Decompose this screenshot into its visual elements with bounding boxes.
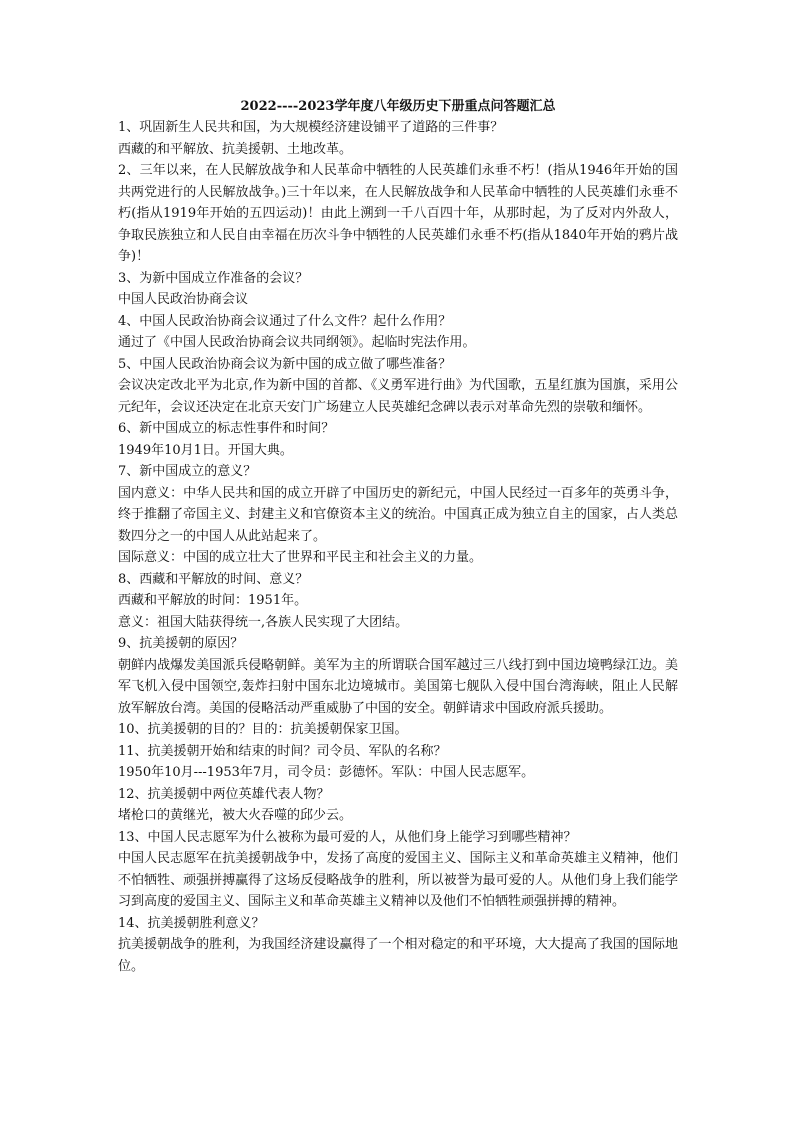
answer-8-significance: 意义：祖国大陆获得统一,各族人民实现了大团结。: [118, 614, 409, 630]
question-11: 11、抗美援朝开始和结束的时间？司令员、军队的名称？: [118, 743, 447, 759]
answer-9: 朝鲜内战爆发美国派兵侵略朝鲜。美军为主的所谓联合国军越过三八线打到中国边境鸭绿江边。美军飞机入侵中国领空,轰炸扫射中国东北边境城市。美国第七舰队入侵中国台湾海峡，阻止人民解放军解放台湾。美国的侵略活动严重威胁了中国的安全。朝鲜请求中国政府派兵援助。: [118, 657, 678, 716]
question-2: 2、三年以来，在人民解放战争和人民革命中牺牲的人民英雄们永垂不朽！(指从1946年开始的国共两党进行的人民解放战争。)三十年以来，在人民解放战争和人民革命中牺牲的人民英雄们永垂不朽(指从1919年开始的五四运动)！由此上溯到一千八百四十年，从那时起，为了反对内外敌人，争取民族独立和人民自由幸福在历次斗争中牺牲的人民英雄们永垂不朽(指从1840年开始的鸦片战争)！: [118, 163, 678, 264]
document-page: [118, 97, 678, 977]
question-14: 14、抗美援朝胜利意义？: [118, 915, 265, 931]
answer-5: 会议决定改北平为北京,作为新中国的首都、《义勇军进行曲》为代国歌，五星红旗为国旗，采用公元纪年，会议还决定在北京天安门广场建立人民英雄纪念碑以表示对革命先烈的崇敬和缅怀。: [118, 378, 678, 415]
question-6: 6、新中国成立的标志性事件和时间？: [118, 421, 335, 436]
answer-8-time: 西藏和平解放的时间：1951年。: [118, 593, 308, 608]
answer-3: 中国人民政治协商会议: [118, 292, 249, 307]
answer-1: 西藏的和平解放、抗美援朝、土地改革。: [118, 141, 353, 157]
answer-4: 通过了《中国人民政治协商会议共同纲领》。起临时宪法作用。: [118, 335, 476, 350]
answer-6: 1949年10月1日。开国大典。: [118, 442, 293, 458]
question-7: 7、新中国成立的意义？: [118, 464, 257, 479]
answer-11: 1950年10月---1953年7月，司令员：彭德怀。军队：中国人民志愿军。: [118, 765, 535, 780]
question-10: 10、抗美援朝的目的？目的：抗美援朝保家卫国。: [118, 722, 408, 737]
question-4: 4、中国人民政治协商会议通过了什么文件？起什么作用？: [118, 313, 452, 329]
answer-7-international: 国际意义：中国的成立壮大了世界和平民主和社会主义的力量。: [118, 550, 483, 565]
question-1: 1、巩固新生人民共和国，为大规模经济建设铺平了道路的三件事？: [118, 120, 504, 135]
question-13: 13、中国人民志愿军为什么被称为最可爱的人，从他们身上能学习到哪些精神？: [118, 829, 577, 845]
question-12: 12、抗美援朝中两位英雄代表人物？: [118, 786, 330, 802]
question-3: 3、为新中国成立作准备的会议？: [118, 270, 309, 286]
answer-13: 中国人民志愿军在抗美援朝战争中，发扬了高度的爱国主义、国际主义和革命英雄主义精神，他们不怕牺牲、顽强拼搏赢得了这场反侵略战争的胜利，所以被誉为最可爱的人。从他们身上我们能学习到高度的爱国主义、国际主义和革命英雄主义精神以及他们不怕牺牲顽强拼搏的精神。: [118, 851, 678, 909]
question-8: 8、西藏和平解放的时间、意义？: [118, 571, 309, 587]
answer-7-domestic: 国内意义：中华人民共和国的成立开辟了中国历史的新纪元，中国人民经过一百多年的英勇斗争，终于推翻了帝国主义、封建主义和官僚资本主义的统治。中国真正成为独立自主的国家，占人类总数四分之一的中国人从此站起来了。: [118, 485, 678, 544]
answer-14: 抗美援朝战争的胜利，为我国经济建设赢得了一个相对稳定的和平环境，大大提高了我国的国际地位。: [118, 937, 678, 974]
question-9: 9、抗美援朝的原因？: [118, 636, 244, 651]
question-5: 5、中国人民政治协商会议为新中国的成立做了哪些准备？: [118, 356, 452, 372]
answer-12: 堵枪口的黄继光，被大火吞噬的邱少云。: [118, 808, 353, 823]
document-title: 2022----2023学年度八年级历史下册重点问答题汇总: [240, 99, 556, 114]
